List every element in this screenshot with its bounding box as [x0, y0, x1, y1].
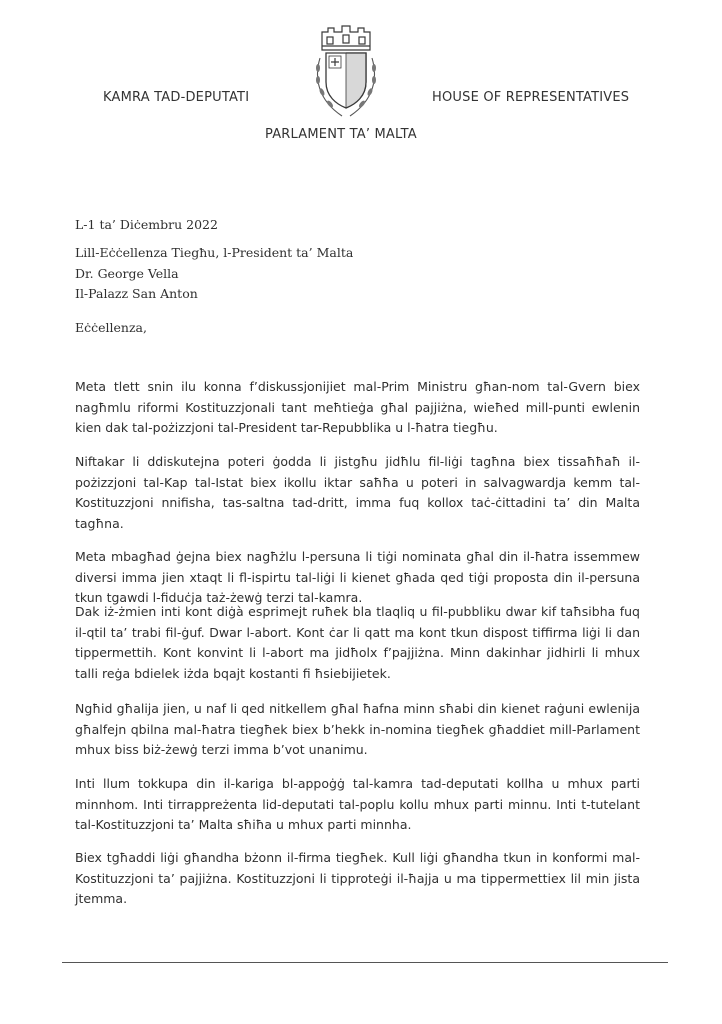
letterhead-center: PARLAMENT TA’ MALTA: [265, 127, 417, 142]
recipient-address: [75, 243, 353, 305]
malta-coat-of-arms-icon: [312, 20, 380, 120]
body-paragraph: Niftakar li ddiskutejna poteri ġodda li jistgħu jidħlu fil-liġi tagħna biex tissaħħaħ il-pożizzjoni tal-Kap tal-Istat biex ikollu iktar saħħa u poteri in salvagwardja kemm tal-Kostituzzjoni nnifisha, tas-saltna tad-dritt, imma fuq kollox taċ-ċittadini ta’ din Malta tagħna.: [75, 454, 640, 531]
letterhead-right: HOUSE OF REPRESENTATIVES: [432, 90, 630, 105]
recipient-line: Il-Palazz San Anton: [75, 286, 198, 301]
body-paragraph: Ngħid għalija jien, u naf li qed nitkellem għal ħafna minn sħabi din kienet raġuni ewlenija għalfejn qbilna mal-ħatra tiegħek biex b’hekk in-nomina tiegħek għaddiet mill-Parlament mhux biss biż-żewġ terzi imma b’vot unanimu.: [75, 701, 640, 757]
letterhead-left: KAMRA TAD-DEPUTATI: [103, 90, 250, 105]
body-paragraph: Inti llum tokkupa din il-kariga bl-appoġġ tal-kamra tad-deputati kollha u mhux parti minnhom. Inti tirrappreżenta lid-deputati tal-poplu kollu mhux parti minnu. Inti t-tutelant tal-Kostituzzjoni ta’ Malta sħiħa u mhux parti minnha.: [75, 776, 640, 832]
recipient-line: Dr. George Vella: [75, 265, 179, 281]
letter-date: L-1 ta’ Diċembru 2022: [75, 217, 218, 232]
body-paragraph: Meta tlett snin ilu konna f’diskussjonijiet mal-Prim Ministru għan-nom tal-Gvern biex nagħmlu riformi Kostituzzjonali tant meħtieġa għal pajjiżna, wieħed mill-punti ewlenin kien dak tal-pożizzjoni tal-President tar-Repubblika u l-ħatra tiegħu.: [75, 379, 640, 435]
salutation: Eċċellenza,: [75, 320, 147, 335]
body-paragraph: Dak iż-żmien inti kont diġà esprimejt ruħek bla tlaqliq u fil-pubbliku dwar kif taħsibha fuq il-qtil ta’ trabi fil-ġuf. Dwar l-abort. Kont ċar li qatt ma kont tkun dispost tiffirma liġi li dan tippermettih. Kont konvint li l-abort ma jidħolx f’pajjiżna. Minn dakinhar jidhirli li mhux talli reġa bdielek iżda bqajt kostanti fi ħsiebijietek.: [75, 604, 640, 681]
body-paragraph: Meta mbagħad ġejna biex nagħżlu l-persuna li tiġi nominata għal din il-ħatra issemmew diversi imma jien xtaqt li fl-ispirtu tal-liġi li kienet għada qed tiġi proposta din il-persuna tkun tgawdi l-fiduċja taż-żewġ terzi tal-kamra.: [75, 549, 640, 605]
footer-divider: [62, 962, 668, 963]
body-paragraph: Biex tgħaddi liġi għandha bżonn il-firma tiegħek. Kull liġi għandha tkun in konformi mal-Kostituzzjoni ta’ pajjiżna. Kostituzzjoni li tipproteġi il-ħajja u ma tippermettiex lil min jista jtemma.: [75, 850, 640, 906]
recipient-line: Lill-Eċċellenza Tiegħu, l-President ta’ Malta: [75, 245, 354, 260]
